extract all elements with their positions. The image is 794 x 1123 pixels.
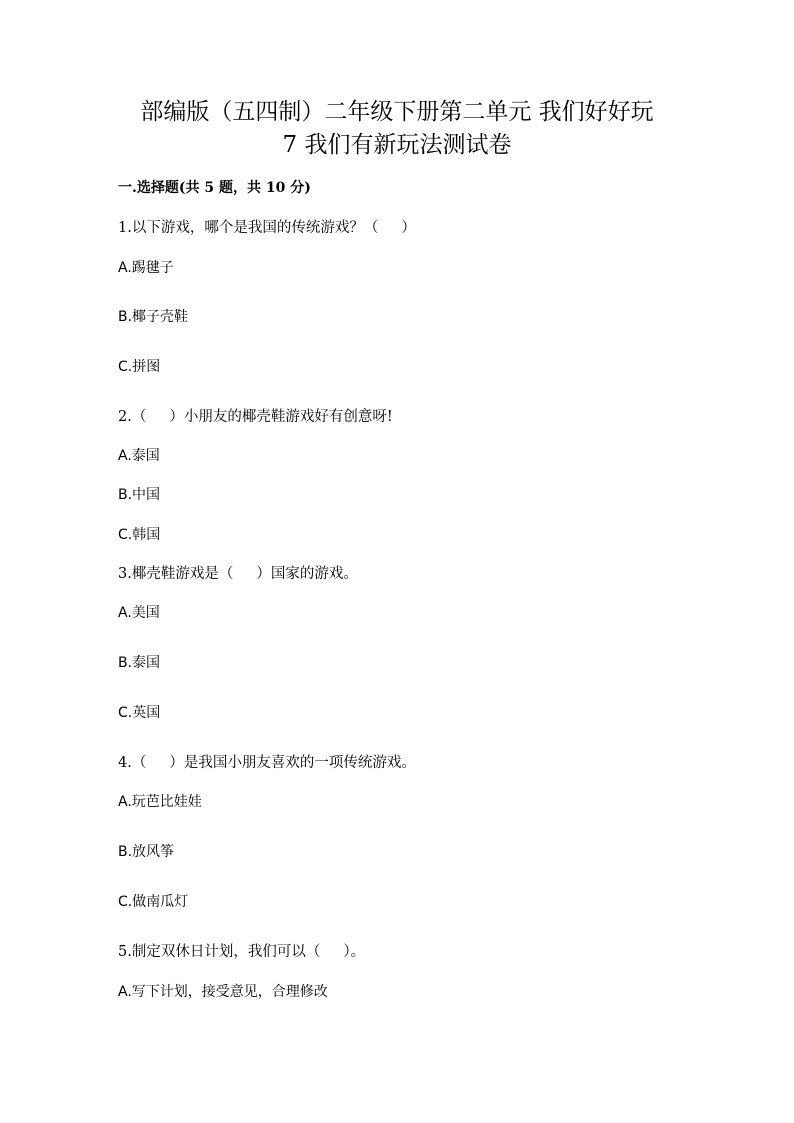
question-4-option-c: C.做南瓜灯 [118,894,189,910]
question-1-option-a: A.踢毽子 [118,260,174,276]
question-1-stem: 1.以下游戏，哪个是我国的传统游戏？（ ） [118,220,416,236]
question-4-option-a: A.玩芭比娃娃 [118,794,202,810]
section-heading: 一.选择题(共 5 题，共 10 分) [118,180,311,196]
question-4-stem: 4.（ ）是我国小朋友喜欢的一项传统游戏。 [118,755,416,771]
question-2-option-a: A.泰国 [118,448,160,464]
question-3-option-b: B.泰国 [118,655,161,671]
question-4-option-b: B.放风筝 [118,844,175,860]
question-3-option-a: A.美国 [118,605,160,621]
question-5-option-a: A.写下计划，接受意见，合理修改 [118,984,328,1000]
question-3-stem: 3.椰壳鞋游戏是（ ）国家的游戏。 [118,566,358,582]
document-title: 部编版（五四制）二年级下册第二单元 我们好好玩 [140,99,654,125]
question-3-option-c: C.英国 [118,705,161,721]
question-1-option-b: B.椰子壳鞋 [118,309,189,325]
question-1-option-c: C.拼图 [118,359,161,375]
question-5-stem: 5.制定双休日计划，我们可以（ ）。 [118,944,366,960]
question-2-option-b: B.中国 [118,487,161,503]
question-2-stem: 2.（ ）小朋友的椰壳鞋游戏好有创意呀! [118,409,393,425]
question-2-option-c: C.韩国 [118,527,161,543]
document-subtitle: 7 我们有新玩法测试卷 [282,132,512,158]
